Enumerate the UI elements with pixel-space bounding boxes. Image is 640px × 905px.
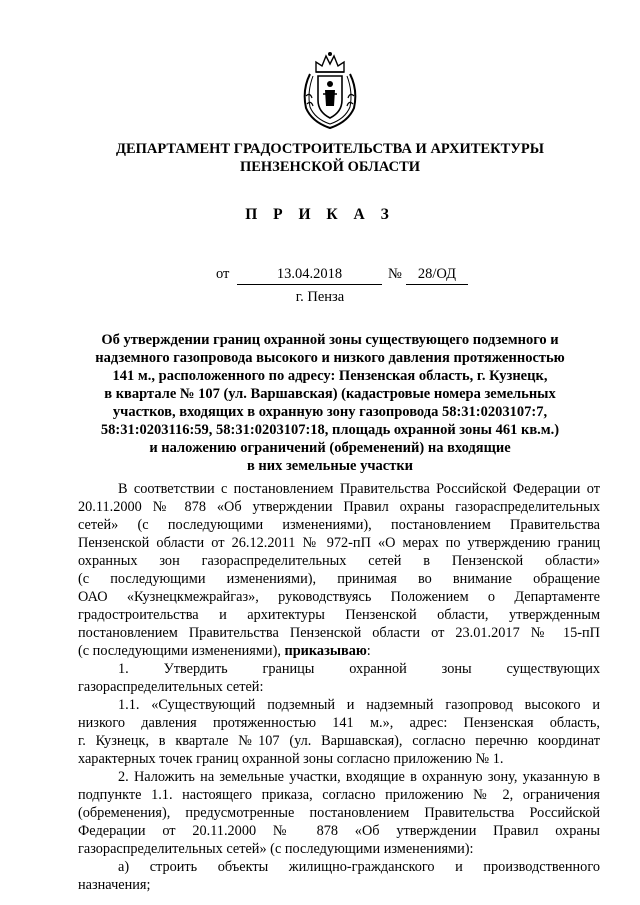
body-line: Пензенской области от 26.12.2011 № 972-пП «О мерах по утверждению границ (78, 535, 600, 551)
body-line: градостроительства и архитектуры Пензенской области, утвержденным (78, 607, 600, 623)
number-underline (406, 284, 468, 285)
body-line: 2. Наложить на земельные участки, входящие в охранную зону, указанную в (118, 769, 600, 785)
coat-of-arms-emblem (296, 50, 364, 130)
title-line: Об утверждении границ охранной зоны существующего подземного и (101, 332, 559, 348)
order-number: 28/ОД (417, 266, 457, 282)
body-line: подпункте 1.1. настоящего приказа, согласно приложению № 2, ограничения (78, 787, 600, 803)
body-line: В соответствии с постановлением Правительства Российской Федерации от (118, 481, 600, 497)
title-line: в квартале № 107 (ул. Варшавская) (кадастровые номера земельных (104, 386, 556, 402)
body-line: (обременения), предусмотренные постановлением Правительства Российской (78, 805, 600, 821)
city-name: г. Пенза (295, 289, 345, 305)
title-line: 58:31:0203116:59, 58:31:0203107:18, площадь охранной зоны 461 кв.м.) (100, 422, 560, 438)
body-line-tail: : (366, 643, 371, 659)
department-name-line-2: ПЕНЗЕНСКОЙ ОБЛАСТИ (239, 159, 421, 175)
body-line: (с последующими изменениями), принимая во внимание обращение (78, 571, 600, 587)
body-line-text: (с последующими изменениями), (78, 643, 285, 659)
body-line (78, 642, 600, 660)
title-line: 141 м., расположенного по адресу: Пензенская область, г. Кузнецк, (112, 368, 548, 384)
order-keyword: приказываю (284, 643, 367, 659)
body-line: газораспределительных сетей» (с последующими изменениями): (78, 841, 474, 857)
date-underline (237, 284, 382, 285)
date-prefix: от (216, 266, 230, 282)
body-line: сетей» (с последующими изменениями), постановлением Правительства (78, 517, 600, 533)
document-type-heading: П Р И К А З (245, 206, 395, 223)
body-line: низкого давления протяженностью 141 м.», адрес: Пензенская область, (78, 715, 600, 731)
body-line: а) строить объекты жилищно-гражданского и производственного (118, 859, 600, 875)
order-date: 13.04.2018 (276, 266, 343, 282)
body-line: г. Кузнецк, в квартале №107 (ул. Варшавская), согласно перечню координат (78, 733, 600, 749)
title-line: участков, входящих в охранную зону газопровода 58:31:0203107:7, (112, 404, 548, 420)
body-line: 1. Утвердить границы охранной зоны существующих (118, 661, 600, 677)
body-line: ОАО «Кузнецкмежрайгаз», руководствуясь Положением о Департаменте (78, 589, 600, 605)
body-line: Федерации от 20.11.2000 № 878 «Об утверждении Правил охраны (78, 823, 600, 839)
body-line: постановлением Правительства Пензенской области от 23.01.2017 № 15-пП (78, 625, 600, 641)
body-line: охранных зон газораспределительных сетей в Пензенской области» (78, 553, 600, 569)
date-number-line (0, 266, 640, 286)
department-name-line-1: ДЕПАРТАМЕНТ ГРАДОСТРОИТЕЛЬСТВА И АРХИТЕКТУРЫ (115, 141, 545, 157)
title-line: и наложению ограничений (обременений) на входящие (149, 440, 511, 456)
body-line: 1.1. «Существующий подземный и надземный газопровод высокого и (118, 697, 600, 713)
title-line: надземного газопровода высокого и низкого давления протяженностью (95, 350, 565, 366)
body-line: характерных точек границ охранной зоны согласно приложению № 1. (78, 751, 504, 767)
body-line: 20.11.2000 № 878 «Об утверждении Правил охраны газораспределительных (78, 499, 600, 515)
body-line: газораспределительных сетей: (78, 679, 264, 695)
body-line: назначения; (78, 877, 151, 893)
title-line: в них земельные участки (246, 458, 414, 474)
number-prefix: № (388, 266, 402, 282)
